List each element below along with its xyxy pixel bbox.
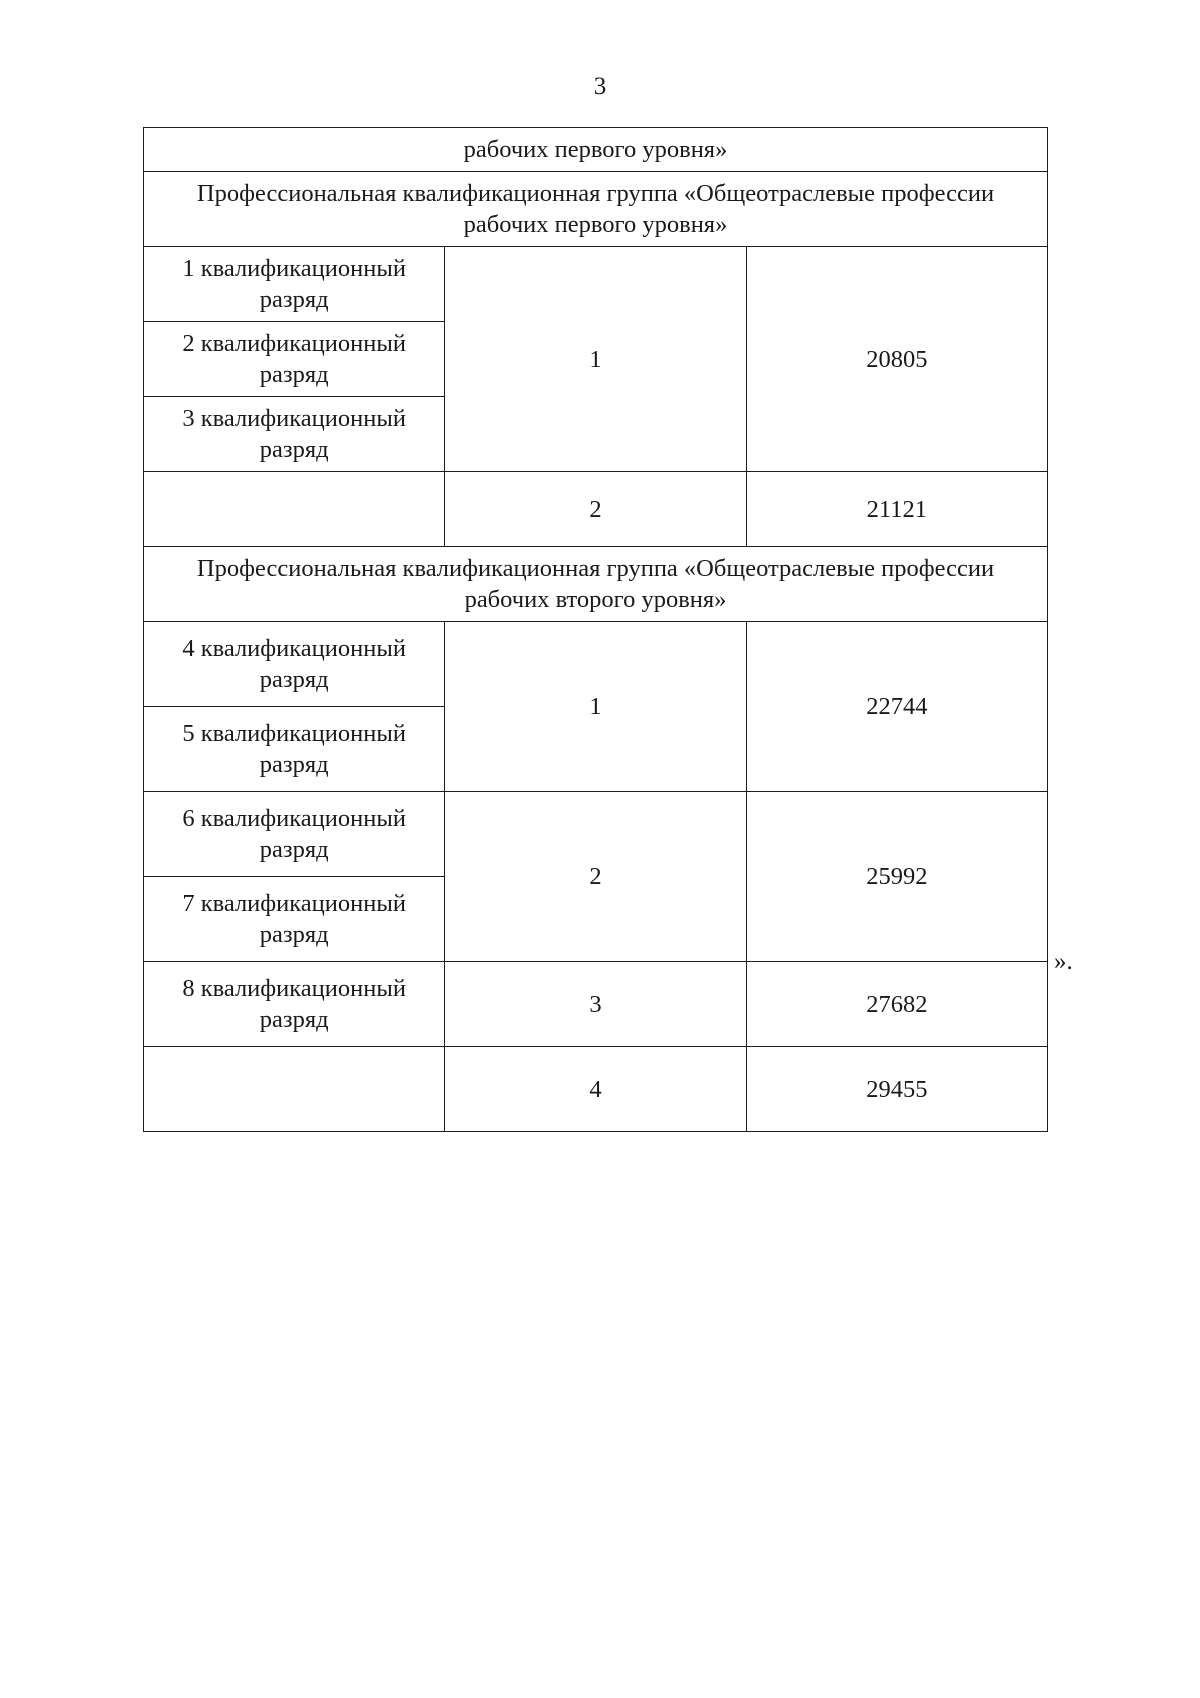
salary-value: 27682 bbox=[746, 962, 1047, 1047]
qualification-name bbox=[144, 1047, 445, 1132]
rank-value: 2 bbox=[445, 792, 746, 962]
salary-value: 20805 bbox=[746, 247, 1047, 472]
table-row bbox=[144, 962, 1048, 1047]
qualification-name: 7 квалификационный разряд bbox=[144, 877, 445, 962]
qualification-name: 2 квалификационный разряд bbox=[144, 322, 445, 397]
salary-value: 21121 bbox=[746, 472, 1047, 547]
rank-value: 3 bbox=[445, 962, 746, 1047]
table-row bbox=[144, 622, 1048, 707]
qualification-table-container bbox=[143, 127, 1048, 1132]
page-number: 3 bbox=[593, 73, 607, 100]
table-row bbox=[144, 547, 1048, 622]
salary-value: 29455 bbox=[746, 1047, 1047, 1132]
rank-value: 1 bbox=[445, 622, 746, 792]
qualification-name: 1 квалификационный разряд bbox=[144, 247, 445, 322]
table-row bbox=[144, 792, 1048, 877]
rank-value: 1 bbox=[445, 247, 746, 472]
table-row bbox=[144, 1047, 1048, 1132]
table-row bbox=[144, 172, 1048, 247]
qualification-name: 4 квалификационный разряд bbox=[144, 622, 445, 707]
qualification-table bbox=[143, 127, 1048, 1132]
table-row bbox=[144, 472, 1048, 547]
table-section-title: Профессиональная квалификационная группа «Общеотраслевые профессии рабочих второго уровня» bbox=[144, 547, 1048, 622]
qualification-name: 3 квалификационный разряд bbox=[144, 397, 445, 472]
table-section-title: Профессиональная квалификационная группа «Общеотраслевые профессии рабочих первого уровня» bbox=[144, 172, 1048, 247]
qualification-name: 6 квалификационный разряд bbox=[144, 792, 445, 877]
salary-value: 25992 bbox=[746, 792, 1047, 962]
rank-value: 2 bbox=[445, 472, 746, 547]
table-row bbox=[144, 128, 1048, 172]
closing-quotation-mark: ». bbox=[1054, 948, 1073, 975]
qualification-name bbox=[144, 472, 445, 547]
table-row bbox=[144, 247, 1048, 322]
rank-value: 4 bbox=[445, 1047, 746, 1132]
qualification-name: 5 квалификационный разряд bbox=[144, 707, 445, 792]
table-section-title: рабочих первого уровня» bbox=[144, 128, 1048, 172]
salary-value: 22744 bbox=[746, 622, 1047, 792]
qualification-name: 8 квалификационный разряд bbox=[144, 962, 445, 1047]
